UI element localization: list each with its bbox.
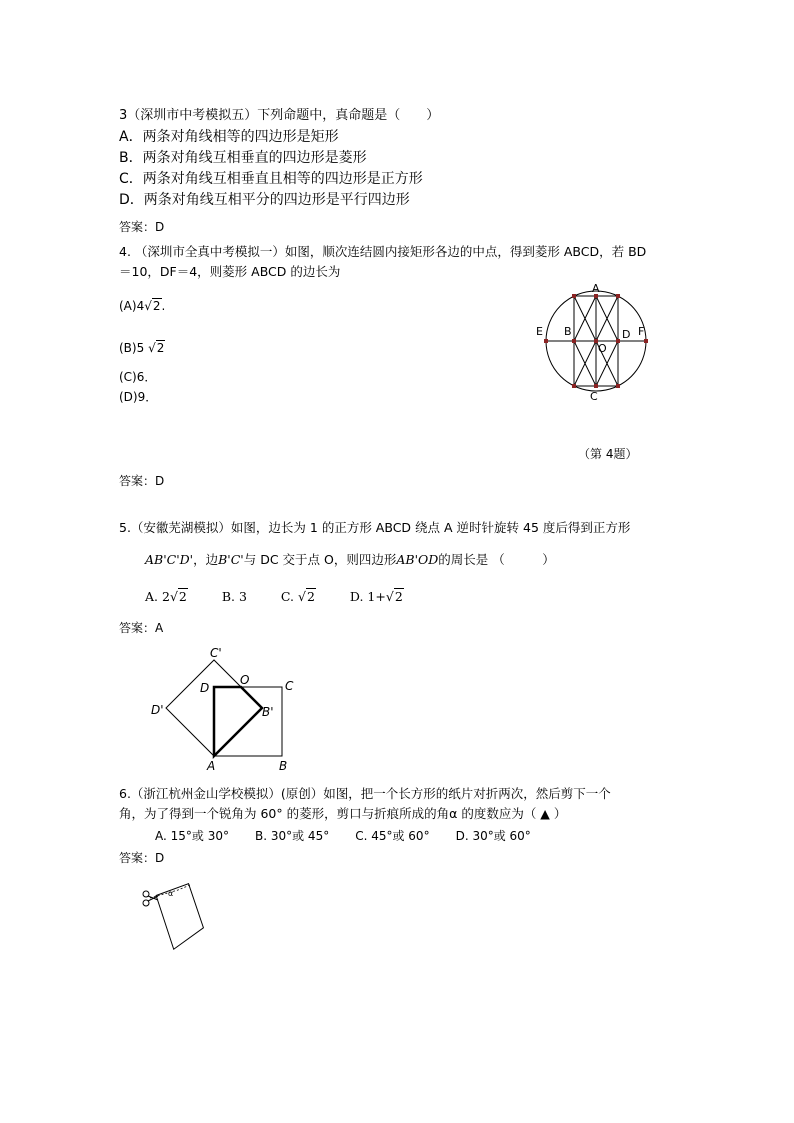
q4-option-a-suffix: . — [161, 299, 166, 313]
q4-option-c: (C)6． — [119, 370, 157, 384]
q6-figure — [138, 876, 208, 956]
label-d: D — [200, 681, 210, 695]
q5-option-d — [350, 589, 404, 605]
q5-option-c — [281, 589, 316, 605]
label-a: A — [592, 282, 600, 295]
q4-figure — [530, 282, 660, 404]
label-b1: B' — [262, 705, 274, 719]
q5-answer: 答案：A — [119, 621, 164, 635]
quad-ab1od — [214, 687, 262, 756]
label-c1: C' — [210, 646, 222, 660]
sqrt-argument: 2 — [306, 589, 315, 604]
sqrt-symbol: √2 — [144, 299, 161, 313]
sqrt-argument: 2 — [394, 589, 403, 604]
sqrt-symbol: √2 — [148, 341, 165, 355]
q6-options — [155, 828, 561, 844]
q4-stem-line1: 4. （深圳市全真中考模拟一）如图，顺次连结圆内接矩形各边的中点，得到菱形 ABCD，若 BD — [119, 244, 647, 259]
label-o: O — [240, 673, 250, 687]
q4-option-b-prefix: (B)5 — [119, 341, 145, 355]
q5-options — [145, 589, 434, 605]
q5-text-end: 的周长是 （ ） — [438, 552, 555, 567]
scissors-icon — [143, 891, 158, 906]
q5-option-a — [145, 589, 188, 605]
q5-option-a-prefix: A. 2 — [145, 589, 170, 604]
q6-option-b: B. 30°或 45° — [254, 829, 330, 843]
folded-paper — [155, 882, 206, 950]
q4-option-a — [119, 298, 165, 314]
q6-option-d: D. 30°或 60° — [455, 829, 531, 843]
sqrt-argument: 2 — [156, 341, 165, 355]
q6-stem-line2: 角，为了得到一个锐角为 60° 的菱形，剪口与折痕所成的角α 的度数应为（ ▲ ） — [119, 806, 567, 821]
q4-stem-line2: ＝10，DF＝4，则菱形 ABCD 的边长为 — [119, 264, 341, 279]
q5-option-c-prefix: C. — [280, 589, 295, 604]
q3-option-c: C．两条对角线互相垂直且相等的四边形是正方形 — [119, 171, 423, 187]
label-a: A — [207, 759, 216, 773]
sqrt-symbol: √2 — [298, 589, 315, 604]
label-d: D — [622, 328, 631, 341]
q5-option-d-prefix: D. 1+ — [349, 589, 386, 604]
q3-stem: 3（深圳市中考模拟五）下列命题中，真命题是（ ） — [119, 108, 440, 123]
q5-text-edge: ，边 — [193, 552, 219, 567]
q4-option-a-prefix: (A)4 — [119, 299, 145, 313]
q3-option-b: B．两条对角线互相垂直的四边形是菱形 — [119, 150, 367, 166]
q6-stem-line1: 6.（浙江杭州金山学校模拟）(原创）如图，把一个长方形的纸片对折两次，然后剪下一个 — [119, 786, 611, 801]
q5-stem-line1: 5.（安徽芜湖模拟）如图，边长为 1 的正方形 ABCD 绕点 A 逆时针旋转 45 度后得到正方形 — [119, 520, 631, 535]
q6-answer: 答案：D — [119, 851, 165, 865]
q5-stem-line2 — [145, 552, 555, 568]
sqrt-argument: 2 — [178, 589, 187, 604]
label-c: C — [285, 679, 294, 693]
sqrt-symbol: √2 — [385, 589, 403, 604]
q4-figure-caption: （第 4题） — [578, 447, 638, 461]
q5-square-name: AB'C'D' — [145, 552, 194, 567]
q5-edge-name: B'C' — [218, 552, 244, 567]
q6-option-a: A. 15°或 30° — [155, 829, 229, 843]
label-o: O — [598, 342, 607, 355]
label-b: B — [279, 759, 288, 773]
q6-option-c: C. 45°或 60° — [355, 829, 430, 843]
sqrt-argument: 2 — [152, 299, 161, 313]
q5-figure — [148, 642, 308, 774]
sqrt-symbol: √2 — [169, 589, 187, 604]
q4-option-d: (D)9． — [119, 390, 158, 404]
q3-answer: 答案：D — [119, 220, 165, 234]
alpha-label: α — [168, 889, 174, 898]
label-b: B — [564, 325, 572, 338]
q3-option-a: A．两条对角线相等的四边形是矩形 — [119, 129, 339, 145]
q5-option-b: B. 3 — [221, 589, 247, 604]
label-c: C — [590, 390, 598, 403]
q5-text-mid: 与 DC 交于点 O，则四边形 — [243, 552, 397, 567]
q3-option-d: D．两条对角线互相平分的四边形是平行四边形 — [119, 192, 410, 208]
q5-quad-name: AB'OD — [396, 552, 439, 567]
label-d1: D' — [151, 703, 164, 717]
q4-answer: 答案：D — [119, 474, 165, 488]
label-f: F — [638, 325, 645, 338]
q4-option-b — [119, 340, 165, 356]
label-e: E — [536, 325, 543, 338]
